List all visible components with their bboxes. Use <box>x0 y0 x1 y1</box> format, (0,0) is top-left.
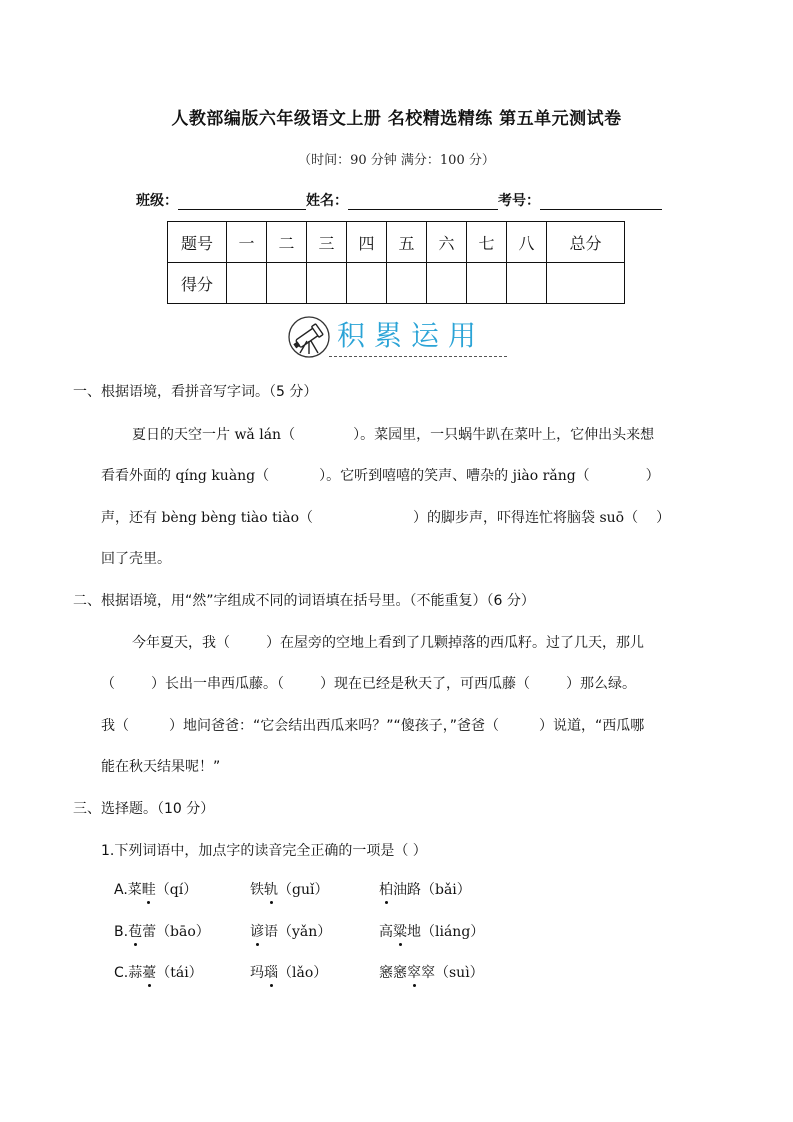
score-cell-4[interactable] <box>347 263 387 304</box>
dotted-char: 轨 <box>264 879 278 899</box>
class-label: 班级： <box>136 193 178 209</box>
option-label: A. <box>114 882 128 898</box>
q2-text: 我（ <box>101 718 129 734</box>
score-table-score-row <box>168 263 625 304</box>
q2-line-1 <box>132 632 644 652</box>
option-pinyin: （bǎi） <box>421 882 471 898</box>
q2-text: ）现在已经是秋天了，可西瓜藤（ <box>320 676 530 692</box>
option-word: 窣 <box>421 965 435 981</box>
name-blank[interactable] <box>348 193 498 210</box>
pinyin-bengbengtiaotiao: bèng bèng tiào tiào <box>161 510 300 526</box>
option-b-word-3 <box>379 921 484 941</box>
q2-text: ）地问爸爸：“它会结出西瓜来吗？”“傻孩子，”爸爸（ <box>169 718 500 734</box>
option-word: 油路 <box>393 882 421 898</box>
option-b[interactable] <box>114 921 210 941</box>
score-cell-6[interactable] <box>427 263 467 304</box>
q1-text: （ <box>255 468 270 484</box>
q1-line-3 <box>101 507 670 527</box>
option-pinyin: （tái） <box>156 965 203 981</box>
q1-heading: 一、根据语境，看拼音写字词。（5 分） <box>73 384 318 400</box>
option-a-word-2 <box>250 879 328 899</box>
score-cell-head-4: 四 <box>347 222 387 263</box>
telescope-icon <box>287 315 331 359</box>
q1-line-2 <box>101 465 660 485</box>
score-cell-total[interactable] <box>547 263 625 304</box>
q1-text: 夏日的天空一片 <box>132 427 235 443</box>
q1-text: ）的脚步声，吓得连忙将脑袋 <box>413 510 600 526</box>
dotted-char: 柏 <box>379 879 393 899</box>
option-pinyin: （suì） <box>435 965 484 981</box>
q2-line-4: 能在秋天结果呢！” <box>101 759 221 775</box>
q1-text: 看看外面的 <box>101 468 176 484</box>
banner-title: 积累运用 <box>337 319 486 352</box>
score-cell-head-7: 七 <box>467 222 507 263</box>
q2-line-3 <box>101 715 644 735</box>
class-blank[interactable] <box>178 193 306 210</box>
q2-text: ）长出一串西瓜藤。（ <box>151 676 284 692</box>
option-word: 铁 <box>250 882 264 898</box>
score-cell-head-2: 二 <box>267 222 307 263</box>
option-pinyin: （lǎo） <box>278 965 328 981</box>
number-blank[interactable] <box>540 193 662 210</box>
option-word: 窸窸 <box>379 965 407 981</box>
option-word: 地 <box>407 924 421 940</box>
option-word: 玛 <box>250 965 264 981</box>
option-word: 语 <box>264 924 278 940</box>
score-cell-head-3: 三 <box>307 222 347 263</box>
q1-text: ）。它听到嘻嘻的笑声、嘈杂的 <box>319 468 513 484</box>
score-cell-head-6: 六 <box>427 222 467 263</box>
q1-text: 声，还有 <box>101 510 162 526</box>
option-a[interactable] <box>114 879 197 899</box>
q2-text: ）说道，“西瓜哪 <box>539 718 645 734</box>
dotted-char: 窣 <box>407 962 421 982</box>
q1-text: （ <box>575 468 590 484</box>
option-word: 蕾 <box>142 924 157 940</box>
option-pinyin: （liáng） <box>421 924 485 940</box>
option-pinyin: （guǐ） <box>278 882 329 898</box>
option-c-word-2 <box>250 962 327 982</box>
page-title: 人教部编版六年级语文上册 名校精选精练 第五单元测试卷 <box>171 109 622 129</box>
score-table-header-row <box>168 222 625 263</box>
q1-text: ） <box>645 468 660 484</box>
score-cell-1[interactable] <box>227 263 267 304</box>
option-a-word-3 <box>379 879 471 899</box>
q2-text: （ <box>101 676 115 692</box>
q1-text: （ <box>281 427 296 443</box>
q2-text: ）在屋旁的空地上看到了几颗掉落的西瓜籽。过了几天，那儿 <box>266 635 644 651</box>
dotted-char: 谚 <box>250 921 264 941</box>
q3-heading: 三、选择题。（10 分） <box>73 801 215 817</box>
q1-text: （ <box>624 510 639 526</box>
q2-line-2 <box>101 673 636 693</box>
option-word: 菜 <box>127 882 142 898</box>
q2-heading: 二、根据语境，用“然”字组成不同的词语填在括号里。（不能重复）（6 分） <box>73 593 535 609</box>
score-cell-2[interactable] <box>267 263 307 304</box>
option-word: 蒜 <box>128 965 143 981</box>
q2-text: 今年夏天，我（ <box>132 635 230 651</box>
score-table <box>167 221 625 304</box>
score-cell-8[interactable] <box>507 263 547 304</box>
pinyin-suo: suō <box>599 510 625 526</box>
q1-text: （ <box>299 510 314 526</box>
page-subtitle: （时间：90 分钟 满分：100 分） <box>298 153 495 168</box>
pinyin-qingkuang: qíng kuàng <box>175 468 256 484</box>
score-cell-head-label: 题号 <box>168 222 227 263</box>
pinyin-jiaorang: jiào rǎng <box>512 468 576 484</box>
option-c-word-3 <box>379 962 484 982</box>
pinyin-walan: wǎ lán <box>234 427 282 443</box>
student-info-row <box>136 190 662 210</box>
option-c[interactable] <box>114 962 203 982</box>
option-pinyin: （yǎn） <box>278 924 332 940</box>
dotted-char: 畦 <box>142 879 156 899</box>
dotted-char: 瑙 <box>264 962 278 982</box>
q3-item-1: 1.下列词语中，加点字的读音完全正确的一项是（ ） <box>101 843 427 859</box>
score-cell-5[interactable] <box>387 263 427 304</box>
number-label: 考号： <box>498 193 540 209</box>
score-cell-head-1: 一 <box>227 222 267 263</box>
option-pinyin: （qí） <box>155 882 198 898</box>
score-cell-head-8: 八 <box>507 222 547 263</box>
q1-text: ） <box>656 510 671 526</box>
option-label: C. <box>114 965 129 981</box>
q1-line-4: 回了壳里。 <box>101 551 171 567</box>
score-cell-head-5: 五 <box>387 222 427 263</box>
option-label: B. <box>114 924 129 940</box>
option-b-word-2 <box>250 921 331 941</box>
dotted-char: 粱 <box>393 921 407 941</box>
q1-line-1 <box>132 424 654 444</box>
option-word: 高 <box>379 924 393 940</box>
score-cell-7[interactable] <box>467 263 507 304</box>
dotted-char: 苞 <box>128 921 142 941</box>
dotted-char: 薹 <box>142 962 156 982</box>
option-pinyin: （bāo） <box>156 924 210 940</box>
banner-divider <box>329 356 507 357</box>
q2-text: ）那么绿。 <box>566 676 636 692</box>
q1-text: ）。菜园里，一只蜗牛趴在菜叶上，它伸出头来想 <box>353 427 655 443</box>
section-banner <box>287 313 517 363</box>
score-cell-head-total: 总分 <box>547 222 625 263</box>
score-cell-3[interactable] <box>307 263 347 304</box>
name-label: 姓名： <box>306 193 348 209</box>
score-cell-label: 得分 <box>168 263 227 304</box>
